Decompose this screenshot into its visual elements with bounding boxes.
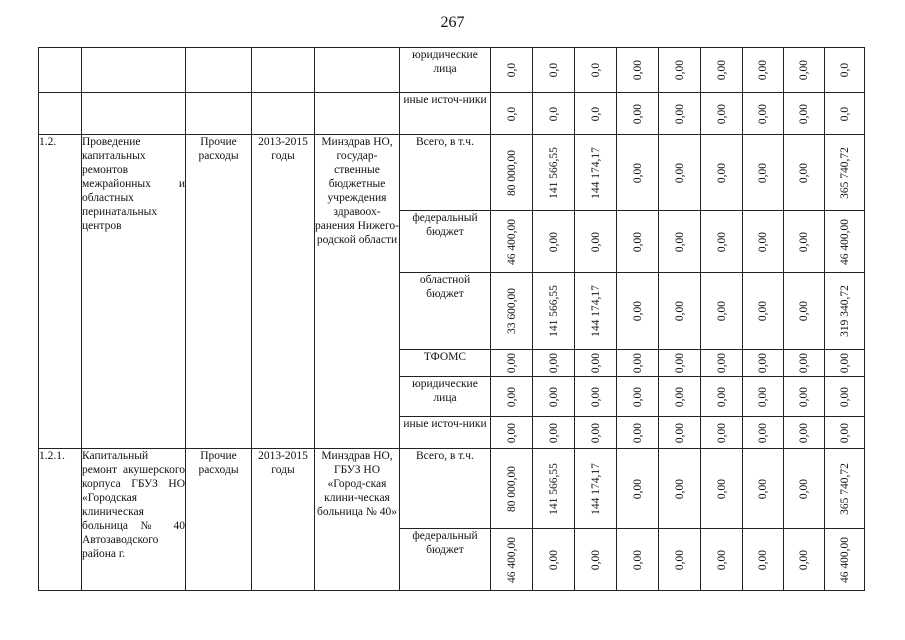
- executor: [315, 93, 400, 135]
- value-text: 0,00: [838, 352, 851, 374]
- period: 2013-2015 годы: [252, 135, 315, 449]
- value-cell: [784, 377, 825, 417]
- value-text: 0,00: [631, 300, 644, 322]
- value-text: 365 740,72: [838, 462, 851, 515]
- value-text: 0,00: [757, 300, 769, 322]
- value-cell: [533, 93, 575, 135]
- value-text: 144 174,17: [589, 146, 602, 199]
- funding-source: областной бюджет: [400, 273, 491, 350]
- value-text: 0,00: [673, 478, 686, 499]
- value-cell: [825, 273, 865, 350]
- value-text: 319 340,72: [838, 285, 851, 337]
- value-text: 144 174,17: [589, 285, 602, 337]
- value-cell: [491, 211, 533, 273]
- value-cell: [533, 350, 575, 377]
- value-cell: [575, 273, 617, 350]
- value-text: 0,00: [547, 352, 560, 374]
- table-row: [39, 93, 865, 135]
- value-cell: [617, 417, 659, 449]
- value-cell: [701, 211, 743, 273]
- value-cell: [659, 529, 701, 591]
- value-cell: [533, 377, 575, 417]
- funding-source: иные источ-ники: [400, 93, 491, 135]
- value-cell: [825, 377, 865, 417]
- value-cell: [784, 211, 825, 273]
- item-number: [39, 48, 82, 93]
- item-name: [82, 93, 186, 135]
- value-text: 0,00: [631, 352, 644, 374]
- value-cell: [533, 135, 575, 211]
- value-text: 0,00: [673, 386, 686, 407]
- value-cell: [784, 417, 825, 449]
- value-cell: [533, 417, 575, 449]
- value-cell: [575, 417, 617, 449]
- value-cell: [701, 350, 743, 377]
- value-text: 0,00: [757, 103, 769, 124]
- executor: Минздрав НО, государ-ственные бюджетные учреждения здравоох-ранения Нижего-родской области: [315, 135, 400, 449]
- value-cell: [701, 529, 743, 591]
- value-cell: [784, 350, 825, 377]
- value-text: 0,00: [673, 231, 686, 252]
- funding-source: Всего, в т.ч.: [400, 135, 491, 211]
- expense-type: Прочие расходы: [186, 449, 252, 591]
- value-text: 0,00: [838, 386, 851, 407]
- value-text: 0,0: [505, 106, 518, 121]
- value-cell: [825, 449, 865, 529]
- value-text: 0,00: [547, 422, 560, 443]
- value-text: 0,00: [505, 352, 518, 374]
- value-text: 0,00: [715, 103, 728, 124]
- funding-source: федеральный бюджет: [400, 529, 491, 591]
- value-text: 0,0: [838, 62, 851, 78]
- value-cell: [617, 93, 659, 135]
- item-name: [82, 48, 186, 93]
- value-text: 0,00: [798, 59, 810, 81]
- value-text: 0,00: [547, 549, 560, 570]
- value-cell: [659, 449, 701, 529]
- funding-source: иные источ-ники: [400, 417, 491, 449]
- value-cell: [659, 350, 701, 377]
- value-text: 0,00: [757, 59, 769, 81]
- value-text: 0,00: [798, 478, 810, 499]
- value-text: 141 566,55: [547, 462, 560, 515]
- value-cell: [784, 449, 825, 529]
- expense-type: Прочие расходы: [186, 135, 252, 449]
- value-text: 80 000,00: [505, 465, 518, 512]
- value-cell: [743, 211, 784, 273]
- value-text: 0,00: [673, 422, 686, 443]
- value-cell: [617, 377, 659, 417]
- value-cell: [743, 417, 784, 449]
- value-cell: [617, 211, 659, 273]
- value-text: 0,0: [589, 62, 602, 78]
- value-cell: [701, 135, 743, 211]
- item-number: [39, 93, 82, 135]
- value-text: 46 400,00: [505, 218, 518, 265]
- value-text: 0,00: [798, 549, 810, 570]
- value-text: 0,00: [547, 386, 560, 407]
- value-text: 0,00: [798, 422, 810, 443]
- value-text: 0,00: [757, 352, 769, 374]
- table-row: [39, 48, 865, 93]
- value-text: 0,00: [673, 162, 686, 183]
- value-cell: [617, 135, 659, 211]
- value-text: 46 400,00: [838, 536, 851, 583]
- funding-source: юридические лица: [400, 48, 491, 93]
- value-cell: [701, 93, 743, 135]
- value-cell: [701, 48, 743, 93]
- value-cell: [533, 449, 575, 529]
- value-cell: [825, 350, 865, 377]
- page-number: 267: [440, 14, 465, 31]
- value-text: 33 600,00: [505, 288, 518, 334]
- value-text: 0,00: [715, 300, 728, 322]
- value-cell: [491, 529, 533, 591]
- value-text: 0,00: [631, 162, 644, 183]
- value-text: 141 566,55: [547, 146, 560, 199]
- expense-type: [186, 93, 252, 135]
- value-cell: [659, 211, 701, 273]
- value-cell: [491, 93, 533, 135]
- value-text: 0,00: [589, 231, 602, 252]
- value-cell: [825, 529, 865, 591]
- value-cell: [575, 449, 617, 529]
- value-cell: [659, 135, 701, 211]
- value-text: 0,00: [589, 422, 602, 443]
- value-text: 0,00: [715, 231, 728, 252]
- value-text: 0,00: [505, 386, 518, 407]
- value-cell: [491, 449, 533, 529]
- funding-source: юридические лица: [400, 377, 491, 417]
- value-text: 0,00: [631, 386, 644, 407]
- value-text: 0,00: [798, 386, 810, 407]
- period: [252, 48, 315, 93]
- value-text: 0,00: [757, 422, 769, 443]
- value-text: 0,00: [838, 422, 851, 443]
- expense-type: [186, 48, 252, 93]
- value-cell: [825, 211, 865, 273]
- value-cell: [617, 449, 659, 529]
- value-cell: [533, 273, 575, 350]
- value-text: 0,00: [757, 231, 769, 252]
- value-cell: [575, 48, 617, 93]
- value-text: 0,00: [673, 549, 686, 570]
- value-text: 0,00: [631, 478, 644, 499]
- value-text: 0,00: [798, 231, 810, 252]
- value-cell: [701, 417, 743, 449]
- value-cell: [784, 135, 825, 211]
- value-text: 0,00: [798, 300, 810, 322]
- table-row: [39, 135, 865, 211]
- table-row: [39, 449, 865, 529]
- value-text: 365 740,72: [838, 146, 851, 199]
- value-text: 46 400,00: [505, 536, 518, 583]
- value-cell: [491, 135, 533, 211]
- value-text: 80 000,00: [505, 149, 518, 196]
- value-text: 0,00: [673, 300, 686, 322]
- value-text: 0,00: [547, 231, 560, 252]
- value-cell: [491, 350, 533, 377]
- value-cell: [701, 449, 743, 529]
- period: [252, 93, 315, 135]
- value-text: 0,00: [715, 478, 728, 499]
- period: 2013-2015 годы: [252, 449, 315, 591]
- value-text: 0,00: [757, 162, 769, 183]
- value-text: 0,00: [715, 162, 728, 183]
- value-text: 46 400,00: [838, 218, 851, 265]
- value-text: 0,00: [673, 103, 686, 124]
- funding-source: Всего, в т.ч.: [400, 449, 491, 529]
- value-cell: [701, 377, 743, 417]
- item-number: 1.2.1.: [39, 449, 82, 591]
- value-text: 0,00: [757, 478, 769, 499]
- value-text: 0,00: [715, 352, 728, 374]
- value-text: 0,0: [547, 62, 560, 78]
- value-text: 0,00: [798, 103, 810, 124]
- value-text: 0,00: [631, 549, 644, 570]
- value-text: 0,0: [547, 106, 560, 121]
- value-text: 0,00: [798, 162, 810, 183]
- value-cell: [659, 93, 701, 135]
- value-cell: [659, 48, 701, 93]
- value-text: 0,00: [505, 422, 518, 443]
- value-cell: [743, 135, 784, 211]
- value-text: 0,00: [715, 549, 728, 570]
- value-cell: [743, 48, 784, 93]
- value-text: 0,0: [505, 62, 518, 78]
- value-text: 0,00: [631, 231, 644, 252]
- funding-source: ТФОМС: [400, 350, 491, 377]
- value-text: 0,00: [715, 59, 728, 81]
- value-text: 0,0: [838, 106, 851, 121]
- value-cell: [825, 135, 865, 211]
- value-cell: [617, 529, 659, 591]
- value-cell: [575, 135, 617, 211]
- value-text: 0,00: [715, 422, 728, 443]
- budget-table: [38, 47, 865, 591]
- value-cell: [617, 350, 659, 377]
- value-cell: [533, 211, 575, 273]
- value-cell: [575, 529, 617, 591]
- value-cell: [533, 48, 575, 93]
- value-cell: [491, 417, 533, 449]
- value-text: 0,00: [673, 59, 686, 81]
- value-cell: [743, 529, 784, 591]
- value-cell: [743, 449, 784, 529]
- value-text: 0,00: [715, 386, 728, 407]
- item-name: Капитальный ремонт акушерского корпуса ГБУЗ НО «Городская клиническая больница № 40 Автозаводского района г.: [82, 449, 186, 591]
- value-text: 0,0: [589, 106, 602, 121]
- value-cell: [743, 273, 784, 350]
- value-cell: [784, 529, 825, 591]
- value-cell: [659, 417, 701, 449]
- value-cell: [575, 350, 617, 377]
- value-text: 0,00: [589, 549, 602, 570]
- value-cell: [743, 93, 784, 135]
- value-cell: [575, 93, 617, 135]
- value-cell: [743, 377, 784, 417]
- value-text: 0,00: [631, 422, 644, 443]
- value-text: 0,00: [798, 352, 810, 374]
- value-cell: [617, 48, 659, 93]
- value-text: 0,00: [589, 386, 602, 407]
- value-cell: [533, 529, 575, 591]
- item-number: 1.2.: [39, 135, 82, 449]
- value-cell: [743, 350, 784, 377]
- funding-source: федеральный бюджет: [400, 211, 491, 273]
- value-text: 0,00: [589, 352, 602, 374]
- value-cell: [825, 48, 865, 93]
- item-name: Проведение капитальных ремонтов межрайонных и областных перинатальных центров: [82, 135, 186, 449]
- value-cell: [575, 211, 617, 273]
- value-cell: [784, 273, 825, 350]
- value-cell: [784, 93, 825, 135]
- value-cell: [701, 273, 743, 350]
- value-cell: [491, 273, 533, 350]
- executor: Минздрав НО, ГБУЗ НО «Город-ская клини-ческая больница № 40»: [315, 449, 400, 591]
- value-cell: [825, 417, 865, 449]
- value-text: 0,00: [757, 386, 769, 407]
- value-cell: [825, 93, 865, 135]
- value-text: 141 566,55: [547, 285, 560, 337]
- value-cell: [575, 377, 617, 417]
- value-text: 0,00: [757, 549, 769, 570]
- value-text: 144 174,17: [589, 462, 602, 515]
- value-cell: [491, 377, 533, 417]
- value-cell: [491, 48, 533, 93]
- executor: [315, 48, 400, 93]
- value-cell: [659, 273, 701, 350]
- value-text: 0,00: [631, 59, 644, 81]
- value-cell: [659, 377, 701, 417]
- value-cell: [784, 48, 825, 93]
- value-cell: [617, 273, 659, 350]
- value-text: 0,00: [631, 103, 644, 124]
- value-text: 0,00: [673, 352, 686, 374]
